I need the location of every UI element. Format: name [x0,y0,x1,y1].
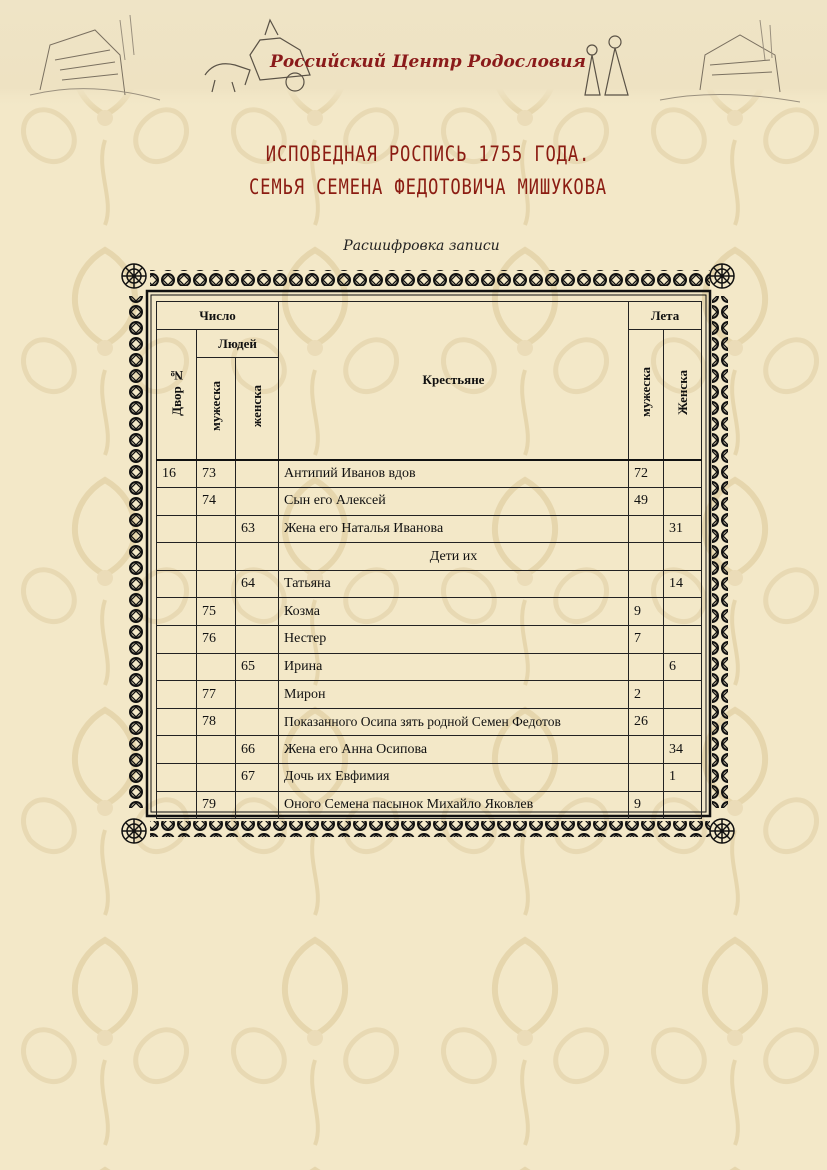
frame-left-chain [128,296,144,808]
cell-zhen: 67 [236,764,279,792]
header-leta: Лета [629,302,702,330]
table-row [157,681,702,709]
cell-dvor [157,764,197,792]
header-dvor-cell [157,330,197,460]
table-row [157,653,702,681]
cell-dvor [157,736,197,764]
table-row [157,598,702,626]
cell-muzh: 74 [197,488,236,516]
header-leta-zhen-cell [664,330,702,460]
cell-age-m [629,543,664,571]
table-row [157,791,702,819]
header-muzh-cell [197,358,236,460]
cell-age-m: 9 [629,791,664,819]
document-title-line1: ИСПОВЕДНАЯ РОСПИСЬ 1755 ГОДА. [265,142,591,166]
cell-muzh: 79 [197,791,236,819]
table-body [157,460,702,819]
cell-dvor [157,653,197,681]
cell-zhen [236,681,279,709]
cell-dvor [157,515,197,543]
cell-age-f [664,791,702,819]
cell-age-f: 6 [664,653,702,681]
cell-age-m: 7 [629,626,664,654]
cell-name: Показанного Осипа зять родной Семен Федотов [279,708,629,736]
cell-age-f: 31 [664,515,702,543]
cell-age-m: 49 [629,488,664,516]
header-muzh: мужеска [208,381,223,432]
document-title-line2: СЕМЬЯ СЕМЕНА ФЕДОТОВИЧА МИШУКОВА [248,175,607,199]
cell-muzh: 76 [197,626,236,654]
site-title: Российский Центр Родословия [270,52,586,72]
cell-age-f [664,488,702,516]
cell-age-m [629,570,664,598]
cell-zhen: 66 [236,736,279,764]
cell-age-m: 2 [629,681,664,709]
cell-name: Антипий Иванов вдов [279,460,629,488]
cell-age-m [629,653,664,681]
cell-zhen [236,708,279,736]
cell-dvor [157,543,197,571]
cell-age-f [664,598,702,626]
frame-top-chain [150,270,710,286]
cell-dvor [157,708,197,736]
cell-name: Мирон [279,681,629,709]
header-lyudey: Людей [197,330,279,358]
cell-name: Ирина [279,653,629,681]
cell-age-m: 72 [629,460,664,488]
cell-name: Козма [279,598,629,626]
cell-muzh [197,570,236,598]
cell-muzh [197,515,236,543]
header-leta-muzh: мужеска [638,367,654,418]
cell-muzh: 77 [197,681,236,709]
cell-name: Оного Семена пасынок Михайло Яковлев [279,791,629,819]
cell-dvor [157,681,197,709]
cell-zhen [236,488,279,516]
table-row [157,626,702,654]
table-row [157,543,702,571]
cell-dvor [157,598,197,626]
header-krestyane: Крестьяне [279,302,629,460]
header-leta-zhen: Женска [674,369,690,415]
cell-age-m [629,764,664,792]
cell-muzh: 78 [197,708,236,736]
header-zhen: женска [249,385,264,428]
table-row [157,736,702,764]
cell-name: Дочь их Евфимия [279,764,629,792]
table-row [157,515,702,543]
cell-age-m [629,515,664,543]
cell-age-f [664,626,702,654]
cell-age-f: 14 [664,570,702,598]
cell-muzh [197,653,236,681]
cell-age-m: 9 [629,598,664,626]
cell-muzh [197,736,236,764]
cell-name: Сын его Алексей [279,488,629,516]
confession-record-table [156,301,702,819]
cell-zhen [236,626,279,654]
cell-dvor: 16 [157,460,197,488]
header-zhen-cell [236,358,279,460]
cell-age-m: 26 [629,708,664,736]
cell-zhen [236,791,279,819]
cell-age-f: 1 [664,764,702,792]
cell-muzh [197,764,236,792]
table-row [157,570,702,598]
cell-zhen: 64 [236,570,279,598]
document-subtitle: Расшифровка записи [343,238,500,254]
cell-zhen [236,543,279,571]
cell-name: Татьяна [279,570,629,598]
cell-muzh [197,543,236,571]
cell-age-m [629,736,664,764]
frame-right-chain [712,296,728,808]
cell-zhen [236,460,279,488]
cell-age-f [664,708,702,736]
table-row [157,708,702,736]
cell-name: Жена его Анна Осипова [279,736,629,764]
table-row [157,488,702,516]
table-row [157,764,702,792]
cell-age-f: 34 [664,736,702,764]
cell-zhen: 65 [236,653,279,681]
cell-dvor [157,791,197,819]
cell-muzh: 75 [197,598,236,626]
cell-age-f [664,543,702,571]
cell-dvor [157,570,197,598]
cell-age-f [664,460,702,488]
cell-zhen [236,598,279,626]
cell-zhen: 63 [236,515,279,543]
frame-bottom-chain [150,821,710,837]
cell-name: Жена его Наталья Иванова [279,515,629,543]
header-dvor: Двор № [168,368,184,417]
cell-muzh: 73 [197,460,236,488]
header-leta-muzh-cell [629,330,664,460]
table-row [157,460,702,488]
cell-name-section: Дети их [279,543,629,571]
cell-dvor [157,488,197,516]
cell-name: Нестер [279,626,629,654]
cell-dvor [157,626,197,654]
cell-age-f [664,681,702,709]
header-chislo: Число [157,302,279,330]
